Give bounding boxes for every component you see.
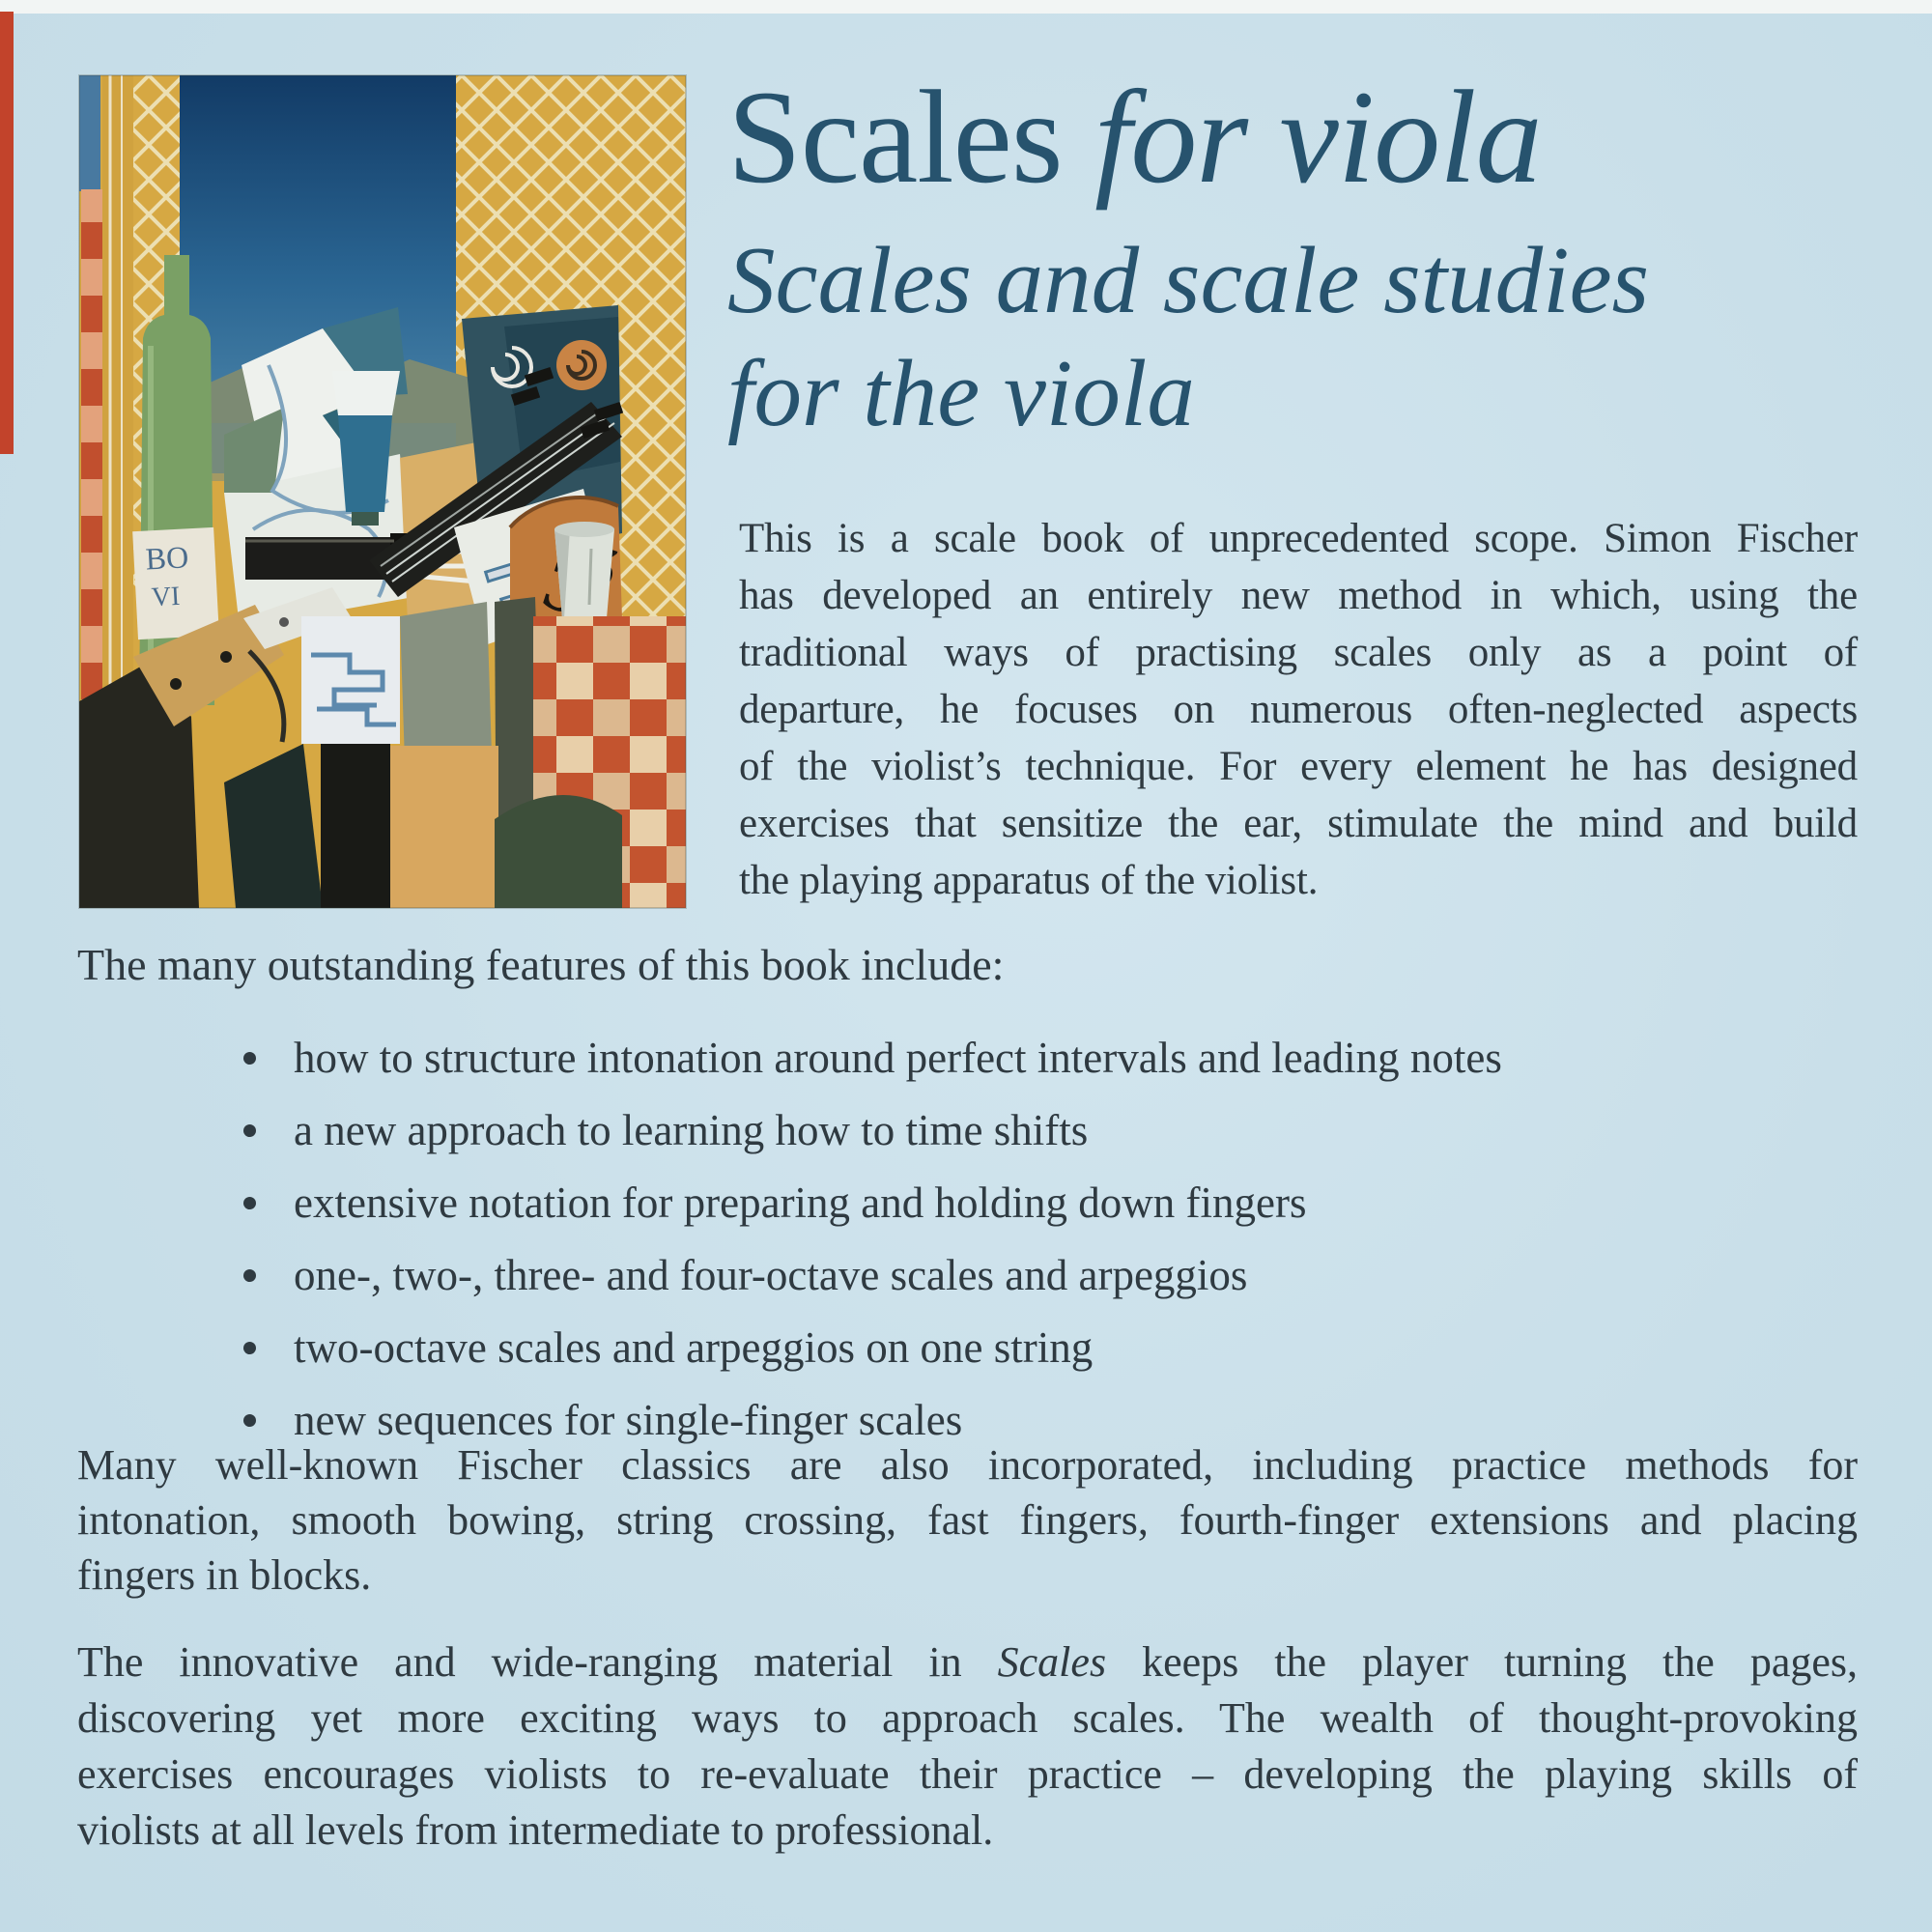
list-item	[243, 1312, 1692, 1384]
svg-text:VI: VI	[150, 581, 182, 613]
bullet-dot	[243, 1269, 256, 1282]
paragraph-line	[77, 1634, 1858, 1690]
bullet-dot	[243, 1124, 256, 1137]
list-item	[243, 1022, 1692, 1094]
book-subtitle-line1: Scales and scale studies	[727, 227, 1650, 333]
list-item	[243, 1094, 1692, 1167]
book-title	[727, 63, 1887, 211]
left-red-accent-strip	[0, 12, 14, 454]
intro-paragraph	[739, 510, 1858, 909]
paragraph-text: keeps the player turning the pages,	[1106, 1638, 1858, 1686]
classics-paragraph	[77, 1437, 1858, 1603]
intro-line: has developed an entirely new method in which, using the	[739, 573, 1858, 618]
bullet-dot	[243, 1052, 256, 1065]
list-item-text: extensive notation for preparing and holding down fingers	[294, 1179, 1307, 1227]
bullet-dot	[243, 1342, 256, 1354]
intro-line: exercises that sensitize the ear, stimulate the mind and build	[739, 801, 1858, 846]
list-item-text: one-, two-, three- and four-octave scales and arpeggios	[294, 1251, 1248, 1299]
intro-line: the playing apparatus of the violist.	[739, 858, 1319, 903]
cover-artwork-image	[79, 75, 686, 908]
features-list	[243, 1022, 1692, 1457]
book-title-italic: for viola	[1094, 63, 1542, 211]
book-subtitle	[727, 225, 1887, 451]
list-item-text: two-octave scales and arpeggios on one string	[294, 1323, 1094, 1372]
cubist-painting-graphic	[79, 75, 686, 908]
paragraph-line: discovering yet more exciting ways to approach scales. The wealth of thought-provoking	[77, 1694, 1858, 1742]
book-title-roman: Scales	[727, 63, 1095, 211]
list-item-text: new sequences for single-finger scales	[294, 1396, 963, 1444]
list-item-text: a new approach to learning how to time shifts	[294, 1106, 1089, 1154]
intro-line: traditional ways of practising scales only as a point of	[739, 630, 1858, 675]
paragraph-line: intonation, smooth bowing, string crossing, fast fingers, fourth-finger extensions and placing	[77, 1496, 1858, 1544]
intro-line: departure, he focuses on numerous often-neglected aspects	[739, 687, 1858, 732]
paragraph-line: exercises encourages violists to re-evaluate their practice – developing the playing skills of	[77, 1750, 1858, 1798]
intro-line: of the violist’s technique. For every element he has designed	[739, 744, 1858, 789]
paragraph-text-italic: Scales	[997, 1638, 1107, 1686]
intro-line: This is a scale book of unprecedented scope. Simon Fischer	[739, 516, 1858, 561]
book-subtitle-line2: for the viola	[727, 340, 1195, 446]
list-item	[243, 1167, 1692, 1239]
paragraph-text: The innovative and wide-ranging material in	[77, 1638, 998, 1686]
innovative-paragraph	[77, 1634, 1858, 1859]
paragraph-line: Many well-known Fischer classics are also incorporated, including practice methods for	[77, 1441, 1858, 1489]
title-block	[727, 63, 1887, 451]
features-heading: The many outstanding features of this book include:	[77, 940, 1005, 989]
paragraph-line: violists at all levels from intermediate to professional.	[77, 1806, 994, 1854]
paragraph-line: fingers in blocks.	[77, 1551, 372, 1599]
list-item-text: how to structure intonation around perfect intervals and leading notes	[294, 1034, 1502, 1082]
page-top-edge-strip	[0, 0, 1932, 14]
bullet-dot	[243, 1197, 256, 1209]
list-item	[243, 1239, 1692, 1312]
bullet-dot	[243, 1414, 256, 1427]
svg-text:BO: BO	[144, 539, 190, 577]
